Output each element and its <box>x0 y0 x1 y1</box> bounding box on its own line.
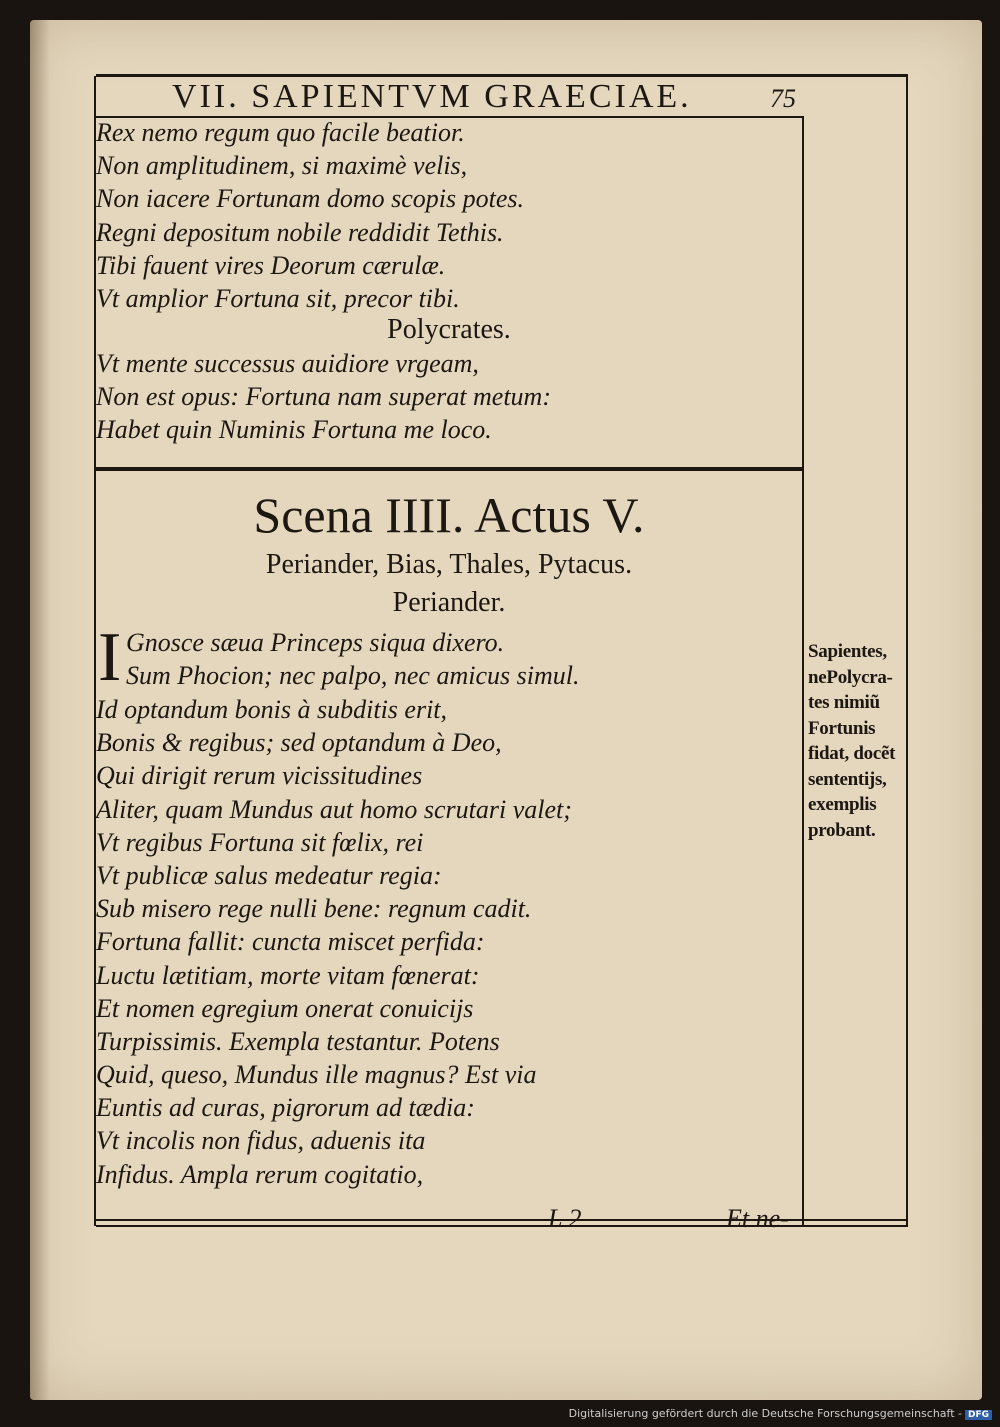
inner-right-frame-rule <box>802 116 804 1226</box>
drop-capital: I <box>98 619 122 696</box>
dfg-logo: DFG <box>965 1410 992 1420</box>
verse-block-polycrates <box>96 347 551 447</box>
verse-line: Qui dirigit rerum vicissitudines <box>96 761 423 791</box>
page-number: 75 <box>770 84 796 113</box>
top-rule <box>96 74 908 77</box>
margin-note-line: nePolycra- <box>808 666 893 688</box>
verse-line: Tibi fauent vires Deorum cærulæ. <box>96 250 446 280</box>
verse-line: Rex nemo regum quo facile beatior. <box>96 118 465 147</box>
verse-line: Et nomen egregium onerat conuicijs <box>96 993 474 1023</box>
verse-line: Infidus. Ampla rerum cogitatio, <box>96 1159 424 1189</box>
verse-line: Non iacere Fortunam domo scopis potes. <box>96 184 524 214</box>
verse-line: Fortuna fallit: cuncta miscet perfida: <box>96 927 485 957</box>
verse-block-top <box>96 116 524 315</box>
verse-line: Bonis & regibus; sed optandum à Deo, <box>96 728 502 758</box>
margin-note-line: exemplis <box>808 794 877 815</box>
digitization-credit <box>569 1407 992 1420</box>
scene-characters: Periander, Bias, Thales, Pytacus. <box>265 549 633 580</box>
verse-line: Regni depositum nobile reddidit Tethis. <box>96 217 504 247</box>
margin-note-line: tes nimiũ <box>808 692 880 713</box>
outer-right-frame-rule <box>906 76 908 1226</box>
verse-line: Vt mente successus auidiore vrgeam, <box>96 349 479 378</box>
catchword: Et ne- <box>726 1204 789 1233</box>
verse-line: Non est opus: Fortuna nam superat metum: <box>96 382 551 412</box>
verse-line-second: Sum Phocion; nec palpo, nec amicus simul. <box>126 661 580 690</box>
verse-line: Vt publicæ salus medeatur regia: <box>96 860 442 890</box>
margin-note-line: probant. <box>808 819 876 841</box>
verse-line: Turpissimis. Exempla testantur. Potens <box>96 1026 500 1056</box>
verse-line: Non amplitudinem, si maximè velis, <box>96 151 468 181</box>
verse-line-first: Gnosce sæua Princeps siqua dixero. <box>126 628 505 657</box>
page-spine-shadow <box>30 20 50 1400</box>
running-header: VII. SAPIENTVM GRAECIAE. <box>172 78 692 115</box>
margin-note-line: fidat, docẽt <box>808 743 896 764</box>
scene-heading: Scena IIII. Actus V. <box>253 487 645 543</box>
margin-note-line: Sapientes, <box>808 641 887 662</box>
margin-note <box>808 639 895 843</box>
verse-line: Habet quin Numinis Fortuna me loco. <box>96 415 492 445</box>
verse-line: Vt incolis non fidus, aduenis ita <box>96 1126 426 1156</box>
verse-line: Quid, queso, Mundus ille magnus? Est via <box>96 1060 537 1090</box>
margin-note-line: Fortunis <box>808 717 876 739</box>
speaker-periander: Periander. <box>392 587 506 618</box>
verse-line: Id optandum bonis à subditis erit, <box>96 695 448 724</box>
verse-line: Luctu lætitiam, morte vitam fœnerat: <box>96 960 480 990</box>
speaker-polycrates: Polycrates. <box>387 314 511 345</box>
verse-line: Euntis ad curas, pigrorum ad tædia: <box>96 1093 475 1123</box>
verse-line: Vt amplior Fortuna sit, precor tibi. <box>96 283 460 313</box>
signature-mark: L 2 <box>548 1204 582 1233</box>
verse-block-periander <box>96 693 572 1191</box>
scene-divider-rule <box>96 467 802 471</box>
verse-line: Vt regibus Fortuna sit fœlix, rei <box>96 827 424 857</box>
verse-line: Aliter, quam Mundus aut homo scrutari valet; <box>96 794 572 824</box>
verse-line: Sub misero rege nulli bene: regnum cadit. <box>96 894 532 924</box>
credit-text: Digitalisierung gefördert durch die Deutsche Forschungsgemeinschaft - <box>568 1407 962 1420</box>
margin-note-line: sententijs, <box>808 768 887 790</box>
